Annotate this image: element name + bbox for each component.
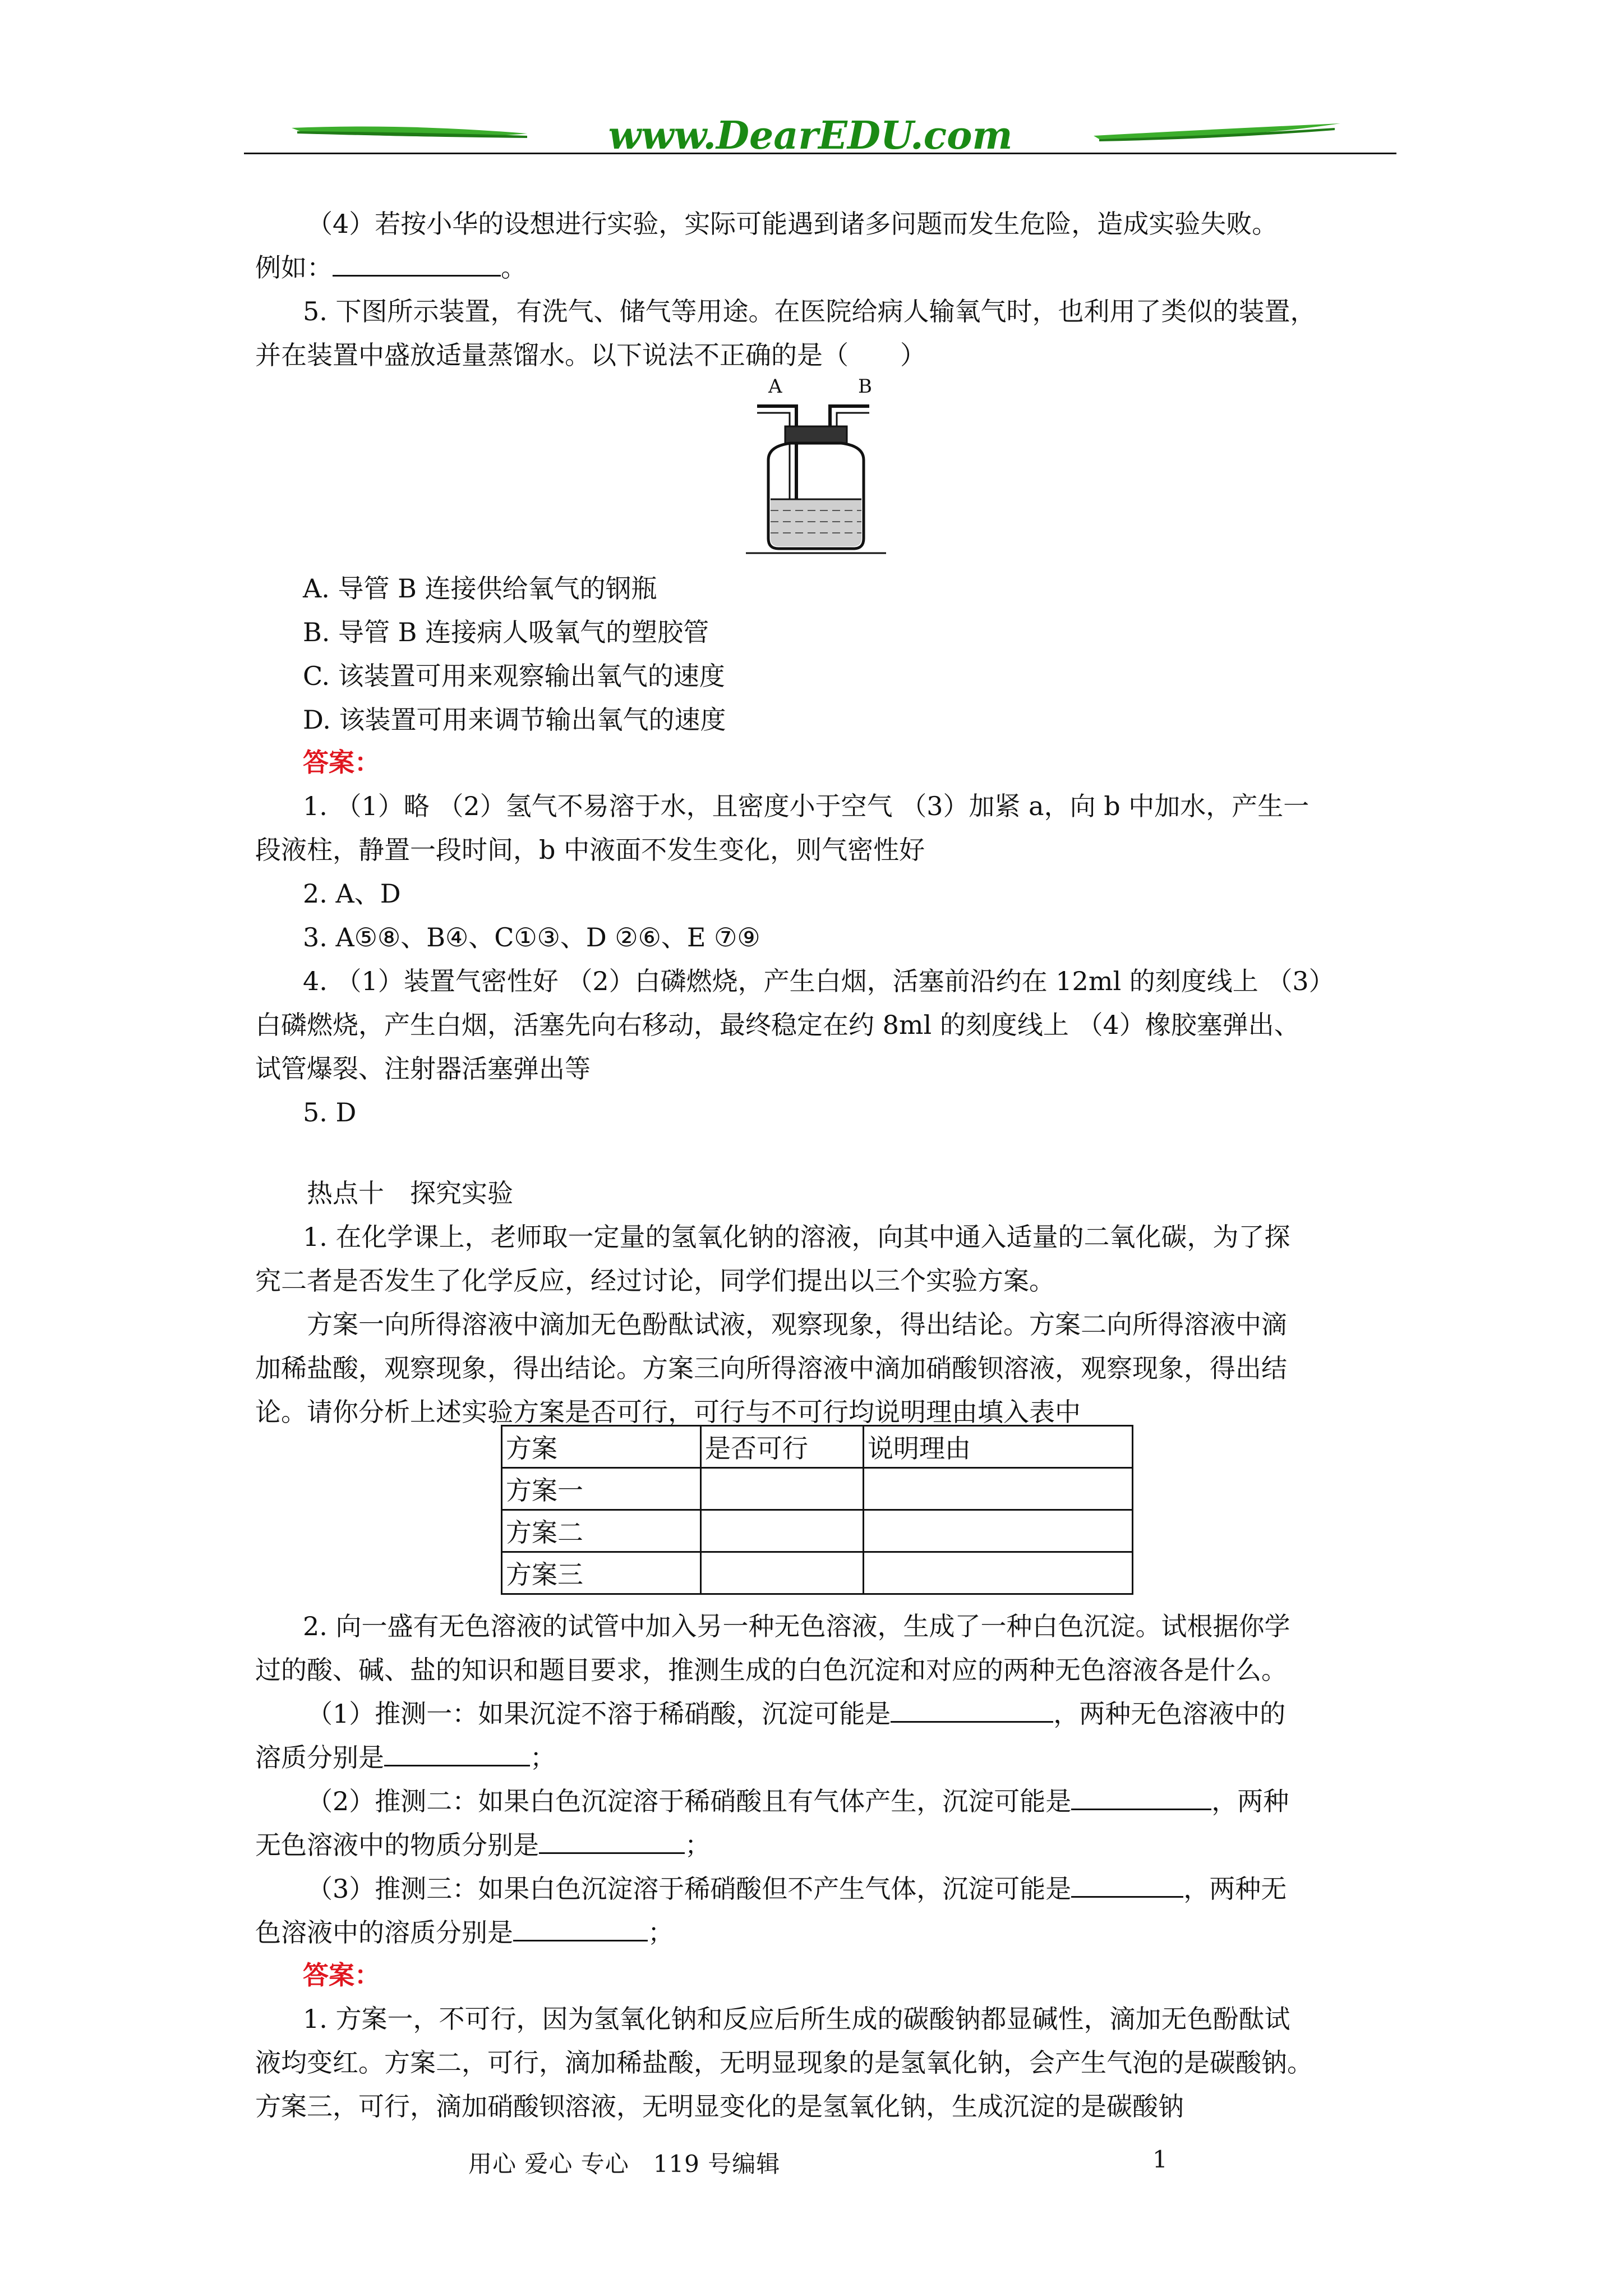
text: 无色溶液中的物质分别是 bbox=[255, 1830, 539, 1860]
text: 。 bbox=[501, 252, 527, 283]
final-answer-1: 1. 方案一，不可行，因为氢氧化钠和反应后所生成的碳酸钠都显碱性，滴加无色酚酞试 bbox=[303, 2004, 1290, 2034]
table-cell bbox=[701, 1510, 864, 1552]
text: （3）推测三：如果白色沉淀溶于稀硝酸但不产生气体，沉淀可能是 bbox=[307, 1874, 1072, 1904]
answer-2: 2. A、D bbox=[303, 878, 401, 909]
tube-label-b: B bbox=[858, 375, 872, 398]
text: （1）推测一：如果沉淀不溶于稀硝酸，沉淀可能是 bbox=[307, 1699, 891, 1729]
text: 例如： bbox=[255, 252, 333, 283]
text: ； bbox=[685, 1830, 711, 1860]
option-c: C. 该装置可用来观察输出氧气的速度 bbox=[303, 661, 725, 691]
text: ，两种无 bbox=[1183, 1874, 1287, 1904]
question-1: 1. 在化学课上，老师取一定量的氢氧化钠的溶液，向其中通入适量的二氧化碳，为了探 bbox=[303, 1222, 1290, 1252]
table-row bbox=[502, 1552, 1133, 1594]
tube-label-a: A bbox=[768, 375, 782, 398]
text: ，两种无色溶液中的 bbox=[1053, 1699, 1286, 1729]
paragraph bbox=[255, 1779, 1394, 1823]
answer-5: 5. D bbox=[303, 1097, 357, 1128]
answer-heading: 答案： bbox=[303, 747, 380, 777]
paragraph: 液均变红。方案二，可行，滴加稀盐酸，无明显现象的是氢氧化钠，会产生气泡的是碳酸钠。 bbox=[255, 2047, 1313, 2078]
table-cell: 方案二 bbox=[502, 1510, 701, 1552]
text: （2）推测二：如果白色沉淀溶于稀硝酸且有气体产生，沉淀可能是 bbox=[307, 1786, 1072, 1816]
text: 溶质分别是 bbox=[255, 1742, 384, 1773]
answer-blank bbox=[333, 255, 501, 277]
table-header-row bbox=[502, 1426, 1133, 1468]
paragraph bbox=[255, 1911, 1394, 1954]
table-header-cell: 是否可行 bbox=[701, 1426, 864, 1468]
table-cell bbox=[864, 1510, 1133, 1552]
experiment-plan-table bbox=[501, 1425, 1133, 1595]
paragraph: 白磷燃烧，产生白烟，活塞先向右移动，最终稳定在约 8ml 的刻度线上 （4）橡胶塞弹出、 bbox=[255, 1010, 1300, 1040]
option-b: B. 导管 B 连接病人吸氧气的塑胶管 bbox=[303, 617, 709, 647]
paragraph: 加稀盐酸，观察现象，得出结论。方案三向所得溶液中滴加硝酸钡溶液，观察现象，得出结 bbox=[255, 1353, 1287, 1383]
paragraph: 过的酸、碱、盐的知识和题目要求，推测生成的白色沉淀和对应的两种无色溶液各是什么。 bbox=[255, 1655, 1287, 1685]
page-number: 1 bbox=[1152, 2146, 1168, 2173]
table-row bbox=[502, 1468, 1133, 1510]
text: ； bbox=[530, 1742, 556, 1773]
paragraph bbox=[255, 1736, 1394, 1779]
site-logo bbox=[292, 107, 1340, 157]
site-logo-text: www.DearEDU.com bbox=[608, 113, 1013, 157]
text: 色溶液中的溶质分别是 bbox=[255, 1917, 513, 1948]
section-title: 热点十 探究实验 bbox=[307, 1178, 513, 1208]
paragraph: 方案一向所得溶液中滴加无色酚酞试液，观察现象，得出结论。方案二向所得溶液中滴 bbox=[307, 1309, 1287, 1340]
table-cell: 方案三 bbox=[502, 1552, 701, 1594]
gas-washing-bottle-figure bbox=[729, 370, 897, 561]
table-cell bbox=[701, 1468, 864, 1510]
question-5: 5. 下图所示装置，有洗气、储气等用途。在医院给病人输氧气时，也利用了类似的装置， bbox=[303, 296, 1316, 326]
table-cell bbox=[864, 1468, 1133, 1510]
option-a: A. 导管 B 连接供给氧气的钢瓶 bbox=[303, 573, 657, 604]
table-cell: 方案一 bbox=[502, 1468, 701, 1510]
text: ； bbox=[648, 1917, 674, 1948]
question-2: 2. 向一盛有无色溶液的试管中加入另一种无色溶液，生成了一种白色沉淀。试根据你学 bbox=[303, 1611, 1290, 1641]
table-header-cell: 说明理由 bbox=[864, 1426, 1133, 1468]
paragraph: 试管爆裂、注射器活塞弹出等 bbox=[255, 1053, 591, 1084]
answer-1: 1. （1）略 （2）氢气不易溶于水，且密度小于空气 （3）加紧 a，向 b 中加水，产生一 bbox=[303, 791, 1310, 821]
option-d: D. 该装置可用来调节输出氧气的速度 bbox=[303, 705, 726, 735]
answer-heading: 答案： bbox=[303, 1960, 380, 1990]
answer-blank bbox=[1071, 1788, 1211, 1810]
paragraph: 论。请你分析上述实验方案是否可行，可行与不可行均说明理由填入表中 bbox=[255, 1397, 1081, 1427]
answer-blank bbox=[891, 1701, 1053, 1723]
answer-3: 3. A⑤⑧、B④、C①③、D ②⑥、E ⑦⑨ bbox=[303, 922, 760, 953]
paragraph: 段液柱，静置一段时间，b 中液面不发生变化，则气密性好 bbox=[255, 835, 925, 865]
answer-blank bbox=[513, 1920, 648, 1941]
answer-blank bbox=[539, 1832, 685, 1854]
answer-blank bbox=[1071, 1876, 1183, 1898]
paragraph bbox=[255, 246, 1394, 289]
page-footer: 用心 爱心 专心 119 号编辑 bbox=[468, 2150, 781, 2178]
paragraph: 方案三，可行，滴加硝酸钡溶液，无明显变化的是氢氧化钠，生成沉淀的是碳酸钠 bbox=[255, 2091, 1184, 2122]
header-divider bbox=[244, 153, 1396, 154]
paragraph bbox=[255, 1692, 1394, 1736]
table-cell bbox=[701, 1552, 864, 1594]
paragraph bbox=[255, 1823, 1394, 1867]
answer-4: 4. （1）装置气密性好 （2）白磷燃烧，产生白烟，活塞前沿约在 12ml 的刻度线上 （3） bbox=[303, 966, 1335, 996]
answer-blank bbox=[384, 1745, 530, 1766]
table-header-cell: 方案 bbox=[502, 1426, 701, 1468]
paragraph bbox=[255, 1867, 1394, 1911]
table-cell bbox=[864, 1552, 1133, 1594]
paragraph: （4）若按小华的设想进行实验，实际可能遇到诸多问题而发生危险，造成实验失败。 bbox=[307, 209, 1278, 239]
paragraph: 究二者是否发生了化学反应，经过讨论，同学们提出以三个实验方案。 bbox=[255, 1266, 1055, 1296]
paragraph: 并在装置中盛放适量蒸馏水。以下说法不正确的是（ ） bbox=[255, 340, 926, 370]
text: ，两种 bbox=[1211, 1786, 1289, 1816]
table-row bbox=[502, 1510, 1133, 1552]
